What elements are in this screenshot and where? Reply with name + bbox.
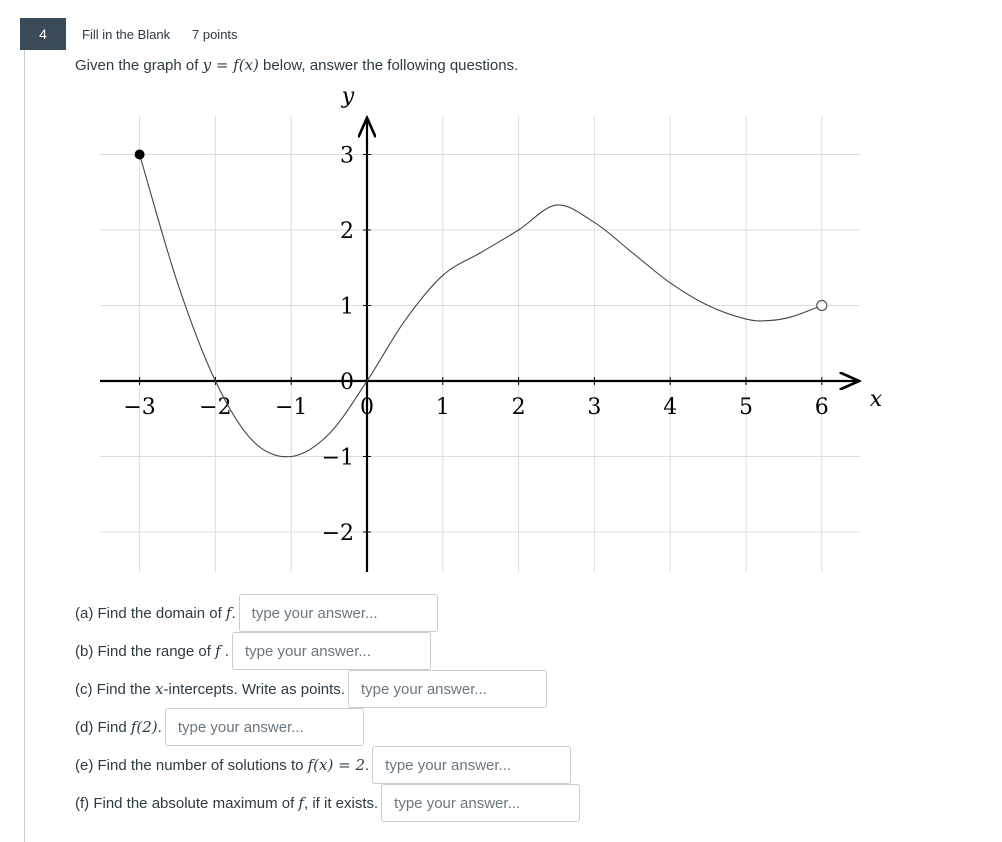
- prompt-text-after: below, answer the following questions.: [258, 57, 519, 74]
- question-type-label: Fill in the Blank: [82, 27, 171, 42]
- question-math: f(x) = 2: [307, 756, 365, 774]
- prompt-math: y = f(x): [202, 56, 259, 74]
- y-tick-label: 0: [340, 370, 354, 395]
- sub-question-a: [75, 595, 438, 631]
- x-tick-label: 3: [587, 395, 602, 420]
- x-tick-label: 6: [814, 395, 829, 420]
- x-tick-label: −1: [274, 395, 308, 420]
- graph-axes: [100, 120, 857, 572]
- question-math: f: [225, 604, 232, 622]
- answer-input-e[interactable]: [372, 746, 571, 784]
- graph-grid: [100, 116, 860, 572]
- question-text-suffix: , if it exists.: [303, 795, 379, 812]
- closed-endpoint: [135, 150, 145, 160]
- question-text: (a) Find the domain of: [75, 605, 226, 622]
- prompt-text-before: Given the graph of: [75, 57, 203, 74]
- answer-input-c[interactable]: [348, 670, 547, 708]
- answer-input-b[interactable]: [232, 632, 431, 670]
- question-text-suffix: .: [157, 719, 162, 736]
- question-text-suffix: -intercepts. Write as points.: [163, 681, 345, 698]
- answer-input-d[interactable]: [165, 708, 364, 746]
- question-left-border: [24, 50, 25, 842]
- question-prompt: [75, 56, 518, 74]
- x-tick-label: 4: [663, 395, 678, 420]
- y-axis-label: y: [341, 84, 355, 109]
- question-text-suffix: .: [231, 605, 236, 622]
- question-points-label: 7 points: [192, 27, 238, 42]
- question-text: (b) Find the range of: [75, 643, 216, 660]
- function-curve: [140, 155, 822, 457]
- x-tick-label: 1: [435, 395, 450, 420]
- x-tick-label: 2: [511, 395, 526, 420]
- sub-question-f: [75, 785, 580, 821]
- x-tick-label: 5: [739, 395, 753, 420]
- graph-tick-labels: [123, 84, 882, 546]
- question-math: x: [155, 680, 164, 698]
- x-tick-label: −3: [123, 395, 156, 420]
- question-math: f(2): [130, 718, 158, 736]
- sub-question-c: [75, 671, 547, 707]
- question-number-badge: 4: [20, 18, 66, 50]
- y-tick-label: 3: [340, 143, 354, 169]
- y-tick-label: 1: [340, 294, 354, 320]
- question-text: (f) Find the absolute maximum of: [75, 795, 299, 812]
- question-math: f: [215, 642, 221, 660]
- x-axis-label: x: [869, 387, 883, 412]
- question-text-suffix: .: [365, 757, 370, 774]
- y-tick-label: −1: [321, 445, 354, 471]
- sub-question-b: [75, 633, 431, 669]
- question-text: (d) Find: [75, 719, 131, 736]
- x-tick-label: 0: [360, 395, 374, 420]
- y-tick-label: −2: [321, 521, 354, 546]
- question-math: f: [298, 794, 304, 812]
- sub-question-d: [75, 709, 364, 745]
- open-endpoint: [817, 301, 827, 311]
- question-text: (c) Find the: [75, 681, 156, 698]
- y-tick-label: 2: [340, 219, 354, 244]
- question-text: (e) Find the number of solutions to: [75, 757, 308, 774]
- question-text-suffix: .: [220, 643, 229, 660]
- answer-input-f[interactable]: [381, 784, 580, 822]
- answer-input-a[interactable]: [239, 594, 438, 632]
- x-tick-label: −2: [199, 395, 232, 420]
- sub-question-e: [75, 747, 571, 783]
